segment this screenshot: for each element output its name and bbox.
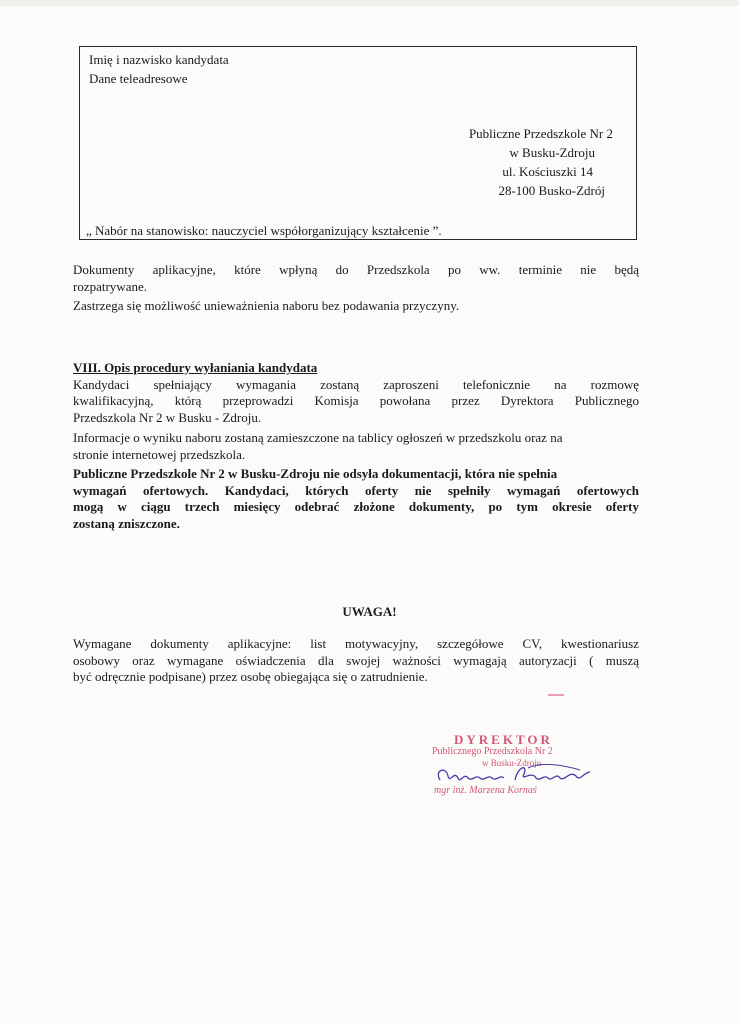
director-stamp xyxy=(420,732,620,812)
bold-text-line: mogą w ciągu trzech miesięcy odebrać złożone dokumenty, po tym okresie oferty xyxy=(73,499,639,514)
address-line: w Busku-Zdroju xyxy=(509,145,595,160)
stamp-title: DYREKTOR xyxy=(454,732,553,747)
text-line: Kandydaci spełniający wymagania zostaną zaproszeni telefonicznie na rozmowę xyxy=(73,376,639,392)
notice-paragraph xyxy=(73,636,639,686)
bold-text-line: Publiczne Przedszkole Nr 2 w Busku-Zdroju nie odsyła dokumentacji, która nie spełnia xyxy=(73,466,558,481)
handwritten-signature xyxy=(420,760,610,788)
text-line: Przedszkola Nr 2 w Busku - Zdroju. xyxy=(73,409,262,425)
bold-text-line: wymagań ofertowych. Kandydaci, których oferty nie spełniły wymagań ofertowych xyxy=(73,482,639,498)
stamp-location: w Busku-Zdroju xyxy=(482,758,542,768)
text-line: rozpatrywane. xyxy=(73,278,147,294)
address-line: 28-100 Busko-Zdrój xyxy=(498,183,605,198)
stamp-director-name: mgr inż. Marzena Kornaś xyxy=(434,785,537,796)
recipient-address xyxy=(80,124,613,200)
text-line: Informacje o wyniku naboru zostaną zamieszczone na tablicy ogłoszeń w przedszkolu oraz na xyxy=(73,430,563,445)
intro-paragraph xyxy=(73,262,639,315)
text-line: Wymagane dokumenty aplikacyjne: list motywacyjny, szczegółowe CV, kwestionariusz xyxy=(73,636,639,651)
notice-title: UWAGA! xyxy=(342,604,397,619)
applicant-header-box xyxy=(79,46,637,240)
text-line: Dokumenty aplikacyjne, które wpłyną do Przedszkola po ww. terminie nie będą xyxy=(73,262,639,277)
section-procedure xyxy=(73,360,639,532)
text-line: osobowy oraz wymagane oświadczenia dla swojej ważności wymagają autoryzacji ( muszą xyxy=(73,652,639,668)
section-heading: VIII. Opis procedury wyłaniania kandydata xyxy=(73,360,318,375)
contact-data-label: Dane teleadresowe xyxy=(89,71,188,86)
address-line: ul. Kościuszki 14 xyxy=(502,164,593,179)
address-line: Publiczne Przedszkole Nr 2 xyxy=(468,126,613,141)
text-line: być odręcznie podpisane) przez osobę obiegająca się o zatrudnienie. xyxy=(73,669,428,684)
pen-mark xyxy=(548,694,564,696)
text-line: Zastrzega się możliwość unieważnienia naboru bez podawania przyczyny. xyxy=(73,298,460,313)
stamp-institution: Publicznego Przedszkola Nr 2 xyxy=(432,746,553,757)
bold-text-line: zostaną zniszczone. xyxy=(73,515,180,531)
candidate-name-label: Imię i nazwisko kandydata xyxy=(89,52,229,67)
text-line: kwalifikacyjną, którą przeprowadzi Komisja powołana przez Dyrektora Publicznego xyxy=(73,393,639,408)
text-line: stronie internetowej przedszkola. xyxy=(73,446,246,462)
recruitment-title: „ Nabór na stanowisko: nauczyciel współorganizujący kształcenie ”. xyxy=(86,223,442,238)
page-top-edge xyxy=(0,0,739,6)
